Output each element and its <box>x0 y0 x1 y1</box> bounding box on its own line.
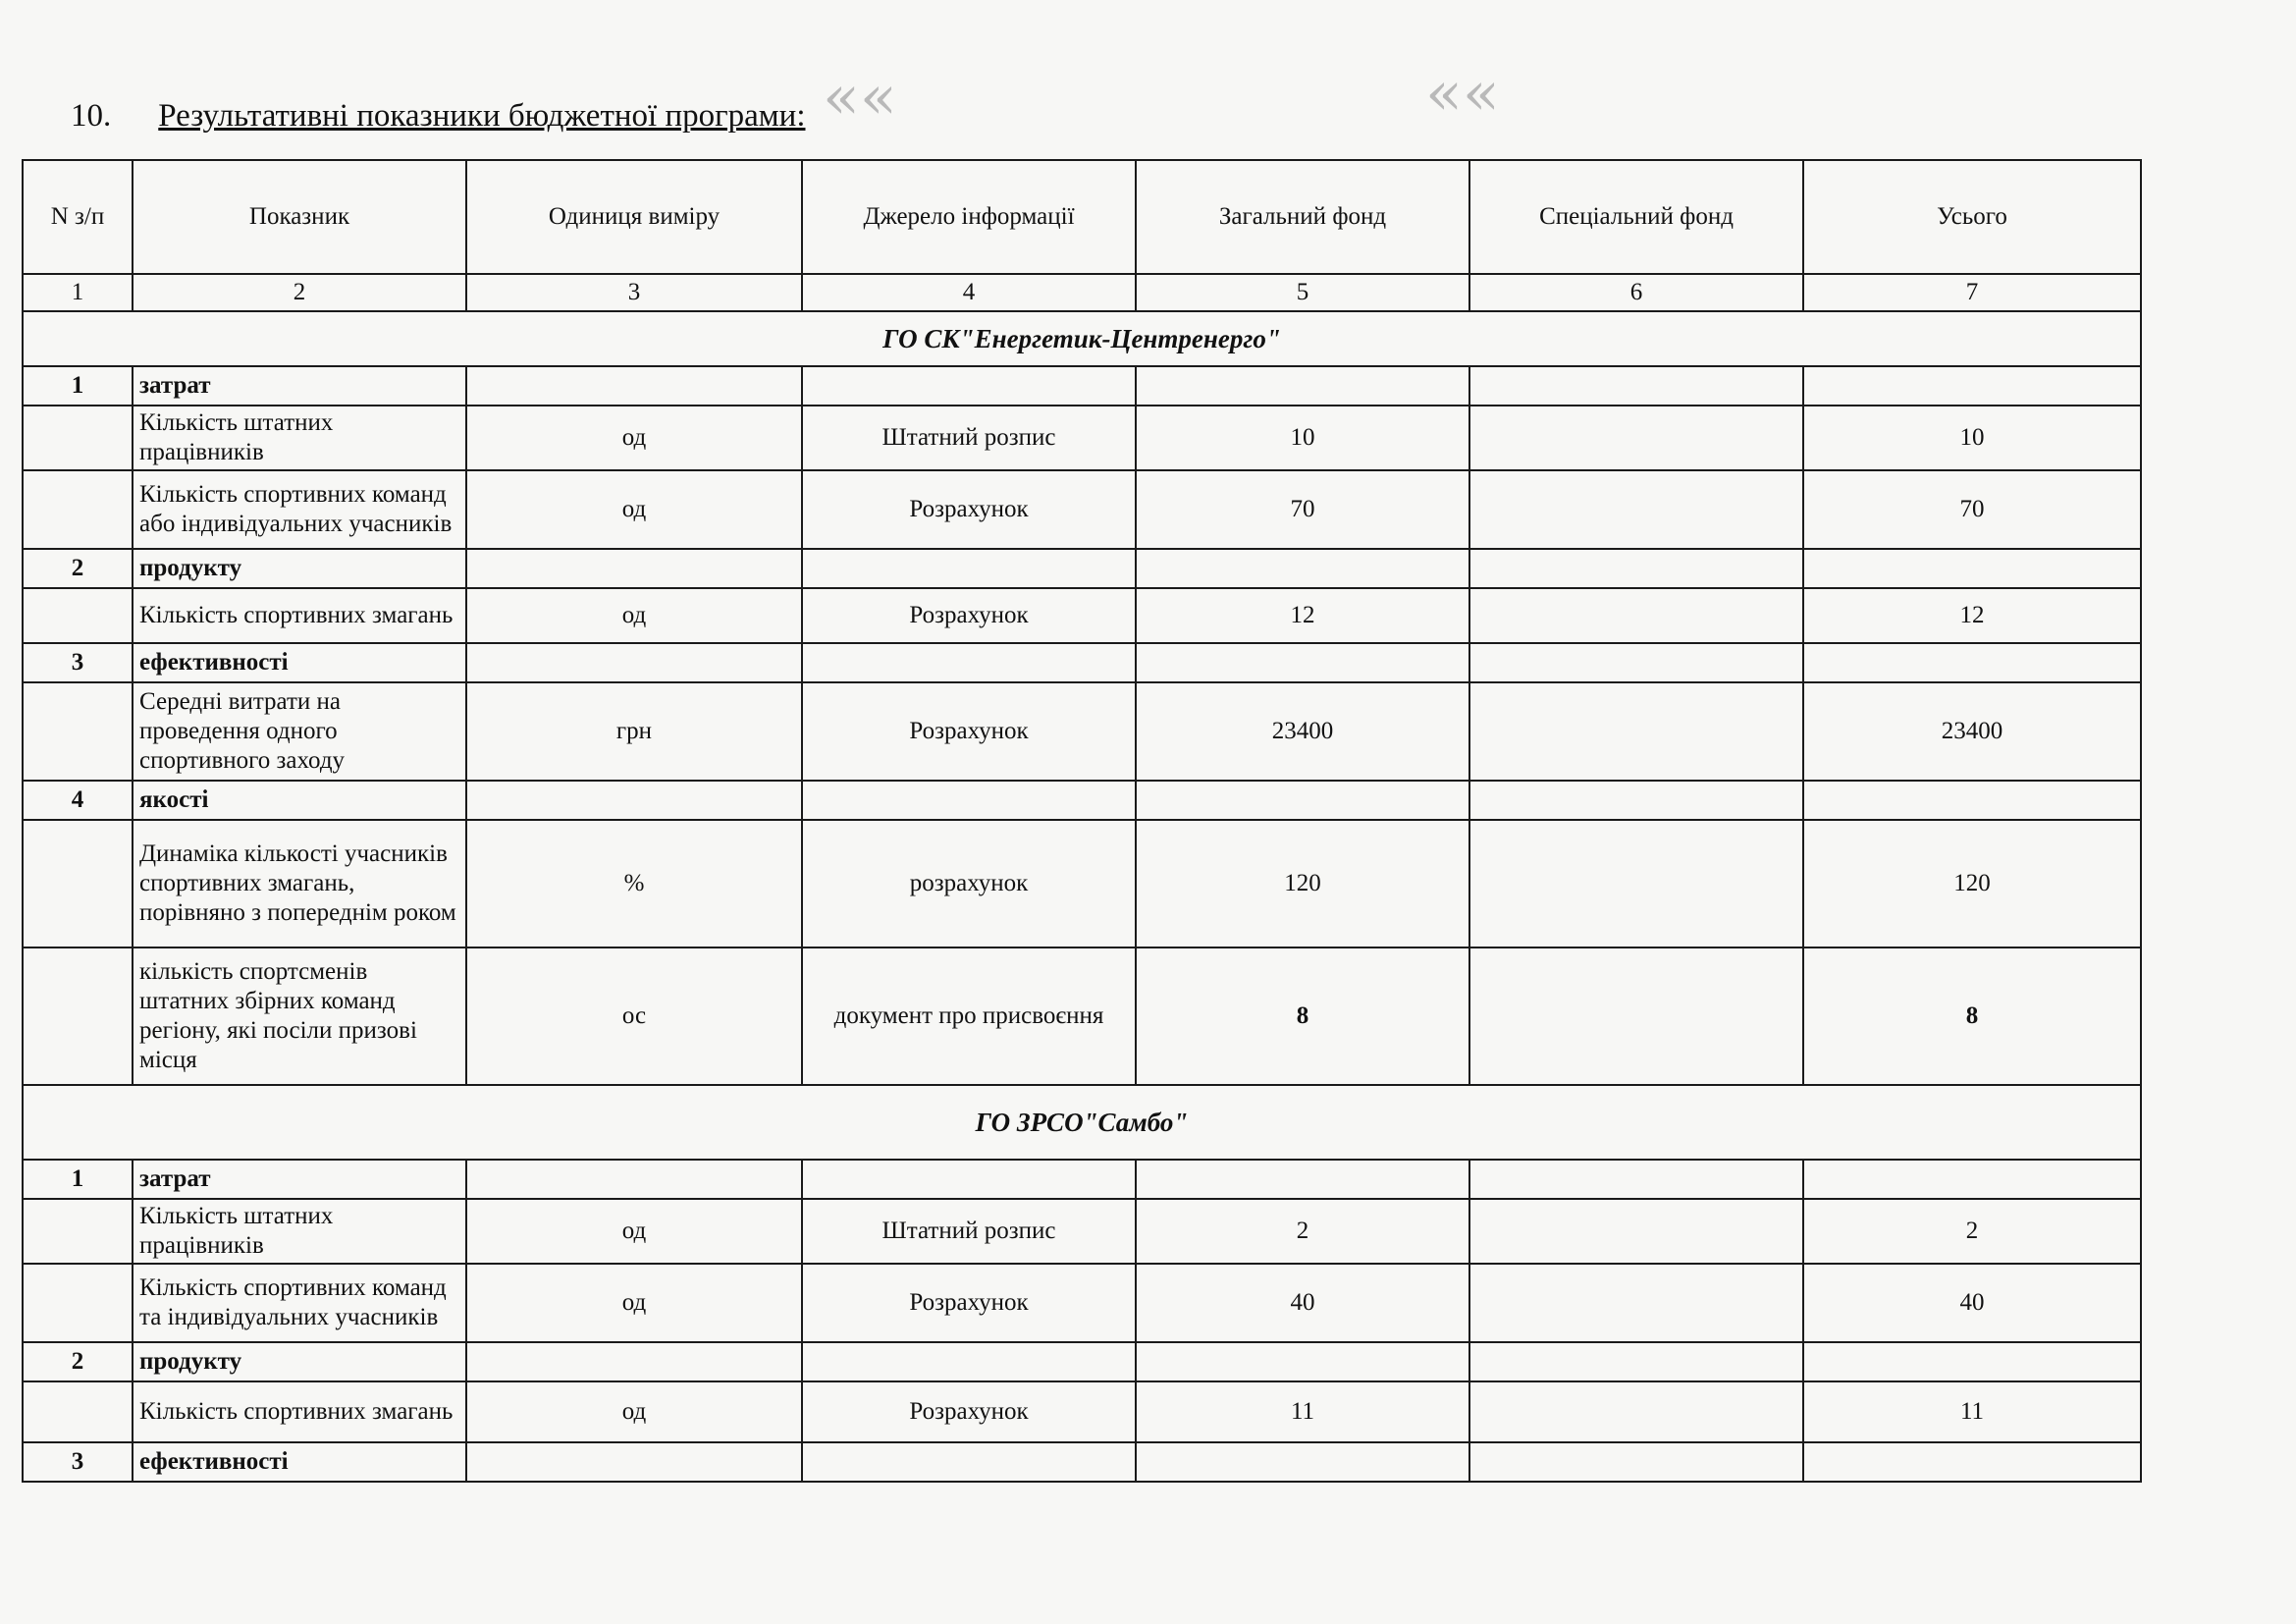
empty-cell <box>1136 1442 1469 1482</box>
empty-cell <box>466 549 802 588</box>
empty-cell <box>1469 643 1803 682</box>
total-cell: 8 <box>1803 947 2141 1085</box>
empty-cell <box>1136 1160 1469 1199</box>
general-fund-cell: 12 <box>1136 588 1469 643</box>
empty-cell <box>1469 549 1803 588</box>
total-cell: 23400 <box>1803 682 2141 781</box>
category-name: якості <box>133 781 466 820</box>
column-number: 4 <box>802 274 1136 311</box>
empty-cell <box>1803 643 2141 682</box>
category-row <box>23 1160 2141 1199</box>
unit-cell: од <box>466 1264 802 1342</box>
unit-cell: од <box>466 470 802 549</box>
indicator-name: Кількість спортивних змагань <box>133 1381 466 1442</box>
unit-cell: % <box>466 820 802 947</box>
total-cell: 70 <box>1803 470 2141 549</box>
empty-cell <box>1136 781 1469 820</box>
unit-cell: од <box>466 1381 802 1442</box>
special-fund-cell <box>1469 1381 1803 1442</box>
indicator-number <box>23 820 133 947</box>
indicator-number <box>23 1381 133 1442</box>
header-cell: Усього <box>1803 160 2141 274</box>
category-number: 1 <box>23 1160 133 1199</box>
unit-cell: од <box>466 406 802 470</box>
indicator-name: Кількість спортивних команд та індивідуальних учасників <box>133 1264 466 1342</box>
organization-name: ГО ЗРСО"Самбо" <box>23 1085 2141 1160</box>
empty-cell <box>1136 1342 1469 1381</box>
organization-row <box>23 311 2141 366</box>
category-row <box>23 1342 2141 1381</box>
special-fund-cell <box>1469 820 1803 947</box>
header-cell: Джерело інформації <box>802 160 1136 274</box>
organization-name: ГО СК"Енергетик-Центренерго" <box>23 311 2141 366</box>
empty-cell <box>1136 366 1469 406</box>
empty-cell <box>466 643 802 682</box>
empty-cell <box>802 1442 1136 1482</box>
indicator-row <box>23 820 2141 947</box>
empty-cell <box>802 366 1136 406</box>
special-fund-cell <box>1469 470 1803 549</box>
source-cell: документ про присвоєння <box>802 947 1136 1085</box>
indicator-row <box>23 947 2141 1085</box>
indicator-name: Динаміка кількості учасників спортивних змагань, порівняно з попереднім роком <box>133 820 466 947</box>
empty-cell <box>1136 549 1469 588</box>
indicator-name: Кількість спортивних команд або індивідуальних учасників <box>133 470 466 549</box>
indicator-name: Кількість спортивних змагань <box>133 588 466 643</box>
indicator-name: Середні витрати на проведення одного спортивного заходу <box>133 682 466 781</box>
indicator-row <box>23 682 2141 781</box>
category-name: ефективності <box>133 643 466 682</box>
header-cell: Спеціальний фонд <box>1469 160 1803 274</box>
category-row <box>23 781 2141 820</box>
category-name: затрат <box>133 366 466 406</box>
indicator-number <box>23 947 133 1085</box>
indicator-number <box>23 406 133 470</box>
general-fund-cell: 70 <box>1136 470 1469 549</box>
indicator-number <box>23 470 133 549</box>
total-cell: 12 <box>1803 588 2141 643</box>
general-fund-cell: 40 <box>1136 1264 1469 1342</box>
category-number: 3 <box>23 643 133 682</box>
indicator-row <box>23 406 2141 470</box>
indicator-name: Кількість штатних працівників <box>133 406 466 470</box>
empty-cell <box>466 1160 802 1199</box>
indicator-name: Кількість штатних працівників <box>133 1199 466 1264</box>
organization-row <box>23 1085 2141 1160</box>
category-number: 2 <box>23 549 133 588</box>
general-fund-cell: 23400 <box>1136 682 1469 781</box>
header-cell: N з/п <box>23 160 133 274</box>
empty-cell <box>1469 1160 1803 1199</box>
total-cell: 11 <box>1803 1381 2141 1442</box>
indicator-number <box>23 1264 133 1342</box>
empty-cell <box>1469 781 1803 820</box>
empty-cell <box>466 1442 802 1482</box>
indicator-row <box>23 1264 2141 1342</box>
indicator-row <box>23 1199 2141 1264</box>
empty-cell <box>1803 781 2141 820</box>
category-name: ефективності <box>133 1442 466 1482</box>
indicator-number <box>23 1199 133 1264</box>
source-cell: Розрахунок <box>802 588 1136 643</box>
empty-cell <box>1803 1442 2141 1482</box>
empty-cell <box>466 366 802 406</box>
unit-cell: грн <box>466 682 802 781</box>
special-fund-cell <box>1469 588 1803 643</box>
general-fund-cell: 10 <box>1136 406 1469 470</box>
total-cell: 10 <box>1803 406 2141 470</box>
indicator-number <box>23 588 133 643</box>
category-name: продукту <box>133 549 466 588</box>
empty-cell <box>466 781 802 820</box>
empty-cell <box>802 1160 1136 1199</box>
indicator-row <box>23 1381 2141 1442</box>
empty-cell <box>1136 643 1469 682</box>
total-cell: 120 <box>1803 820 2141 947</box>
column-number: 2 <box>133 274 466 311</box>
indicator-number <box>23 682 133 781</box>
empty-cell <box>1469 1342 1803 1381</box>
column-number: 6 <box>1469 274 1803 311</box>
header-row <box>23 160 2141 274</box>
section-heading <box>71 98 806 135</box>
special-fund-cell <box>1469 947 1803 1085</box>
column-number: 7 <box>1803 274 2141 311</box>
empty-cell <box>1803 1160 2141 1199</box>
source-cell: Розрахунок <box>802 682 1136 781</box>
total-cell: 2 <box>1803 1199 2141 1264</box>
indicator-name: кількість спортсменів штатних збірних команд регіону, які посіли призові місця <box>133 947 466 1085</box>
category-number: 2 <box>23 1342 133 1381</box>
source-cell: Розрахунок <box>802 1381 1136 1442</box>
column-number: 1 <box>23 274 133 311</box>
empty-cell <box>802 781 1136 820</box>
general-fund-cell: 11 <box>1136 1381 1469 1442</box>
source-cell: Розрахунок <box>802 470 1136 549</box>
source-cell: Розрахунок <box>802 1264 1136 1342</box>
empty-cell <box>1469 366 1803 406</box>
indicator-row <box>23 588 2141 643</box>
category-row <box>23 549 2141 588</box>
header-cell: Одиниця виміру <box>466 160 802 274</box>
category-row <box>23 643 2141 682</box>
category-number: 3 <box>23 1442 133 1482</box>
category-name: затрат <box>133 1160 466 1199</box>
empty-cell <box>802 643 1136 682</box>
indicator-row <box>23 470 2141 549</box>
section-number: 10. <box>71 98 112 134</box>
column-number-row <box>23 274 2141 311</box>
unit-cell: од <box>466 588 802 643</box>
unit-cell: од <box>466 1199 802 1264</box>
indicators-table <box>22 159 2142 1483</box>
empty-cell <box>1803 366 2141 406</box>
empty-cell <box>802 1342 1136 1381</box>
category-name: продукту <box>133 1342 466 1381</box>
empty-cell <box>1803 1342 2141 1381</box>
source-cell: Штатний розпис <box>802 1199 1136 1264</box>
empty-cell <box>1469 1442 1803 1482</box>
empty-cell <box>466 1342 802 1381</box>
unit-cell: ос <box>466 947 802 1085</box>
special-fund-cell <box>1469 1199 1803 1264</box>
special-fund-cell <box>1469 1264 1803 1342</box>
special-fund-cell <box>1469 406 1803 470</box>
table-body <box>23 311 2141 1482</box>
general-fund-cell: 8 <box>1136 947 1469 1085</box>
category-row <box>23 366 2141 406</box>
section-title: Результативні показники бюджетної програми: <box>158 98 806 134</box>
column-number: 3 <box>466 274 802 311</box>
category-number: 1 <box>23 366 133 406</box>
pen-mark: «« <box>823 61 897 133</box>
empty-cell <box>802 549 1136 588</box>
category-row <box>23 1442 2141 1482</box>
pen-mark: «« <box>1425 57 1500 129</box>
empty-cell <box>1803 549 2141 588</box>
special-fund-cell <box>1469 682 1803 781</box>
total-cell: 40 <box>1803 1264 2141 1342</box>
header-cell: Загальний фонд <box>1136 160 1469 274</box>
general-fund-cell: 120 <box>1136 820 1469 947</box>
source-cell: розрахунок <box>802 820 1136 947</box>
column-number: 5 <box>1136 274 1469 311</box>
category-number: 4 <box>23 781 133 820</box>
source-cell: Штатний розпис <box>802 406 1136 470</box>
general-fund-cell: 2 <box>1136 1199 1469 1264</box>
header-cell: Показник <box>133 160 466 274</box>
